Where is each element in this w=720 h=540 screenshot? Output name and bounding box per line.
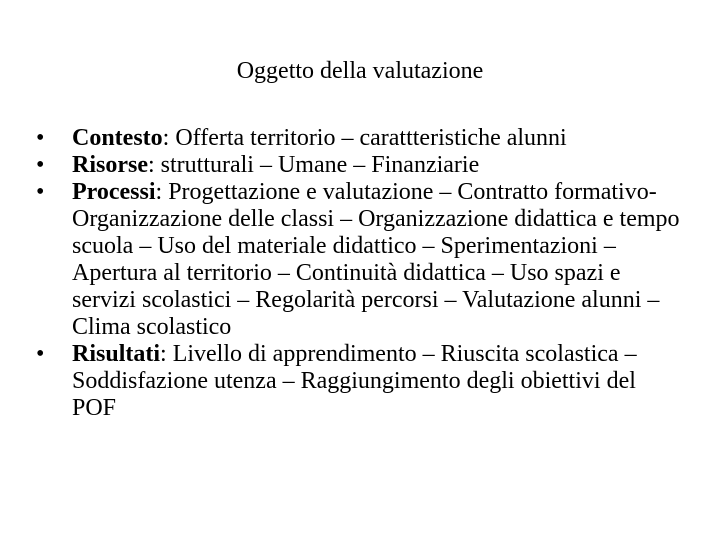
bullet-text: Livello di apprendimento – Riuscita scolastica – Soddisfazione utenza – Raggiungimento degli obiettivi del POF — [72, 341, 637, 421]
bullet-separator: : — [160, 341, 167, 367]
bullet-item-risultati — [0, 341, 720, 422]
bullet-term: Contesto — [72, 125, 163, 151]
bullet-item-processi — [0, 179, 720, 341]
bullet-icon: • — [36, 152, 45, 178]
bullet-icon: • — [36, 179, 45, 205]
bullet-text: Progettazione e valutazione – Contratto formativo- Organizzazione delle classi – Organizzazione didattica e tempo scuola – Uso del materiale didattico – Sperimentazioni – Apertura al territorio – Continuità didattica – Uso spazi e servizi scolastici – Regolarità percorsi – Valutazione alunni – Clima scolastico — [72, 179, 680, 340]
bullet-term: Risorse — [72, 152, 148, 178]
bullet-text: strutturali – Umane – Finanziarie — [154, 152, 480, 178]
bullet-icon: • — [36, 341, 45, 367]
bullet-separator: : — [162, 125, 170, 151]
bullet-list — [0, 125, 720, 422]
bullet-text: Offerta territorio – carattteristiche alunni — [169, 125, 567, 151]
bullet-term: Processi — [72, 179, 156, 205]
bullet-icon: • — [36, 125, 45, 151]
bullet-separator: : — [147, 152, 155, 178]
bullet-separator: : — [155, 179, 163, 205]
bullet-item-contesto — [0, 125, 720, 152]
bullet-term: Risultati — [72, 341, 161, 367]
slide-title: Oggetto della valutazione — [236, 58, 484, 84]
bullet-item-risorse — [0, 152, 720, 179]
